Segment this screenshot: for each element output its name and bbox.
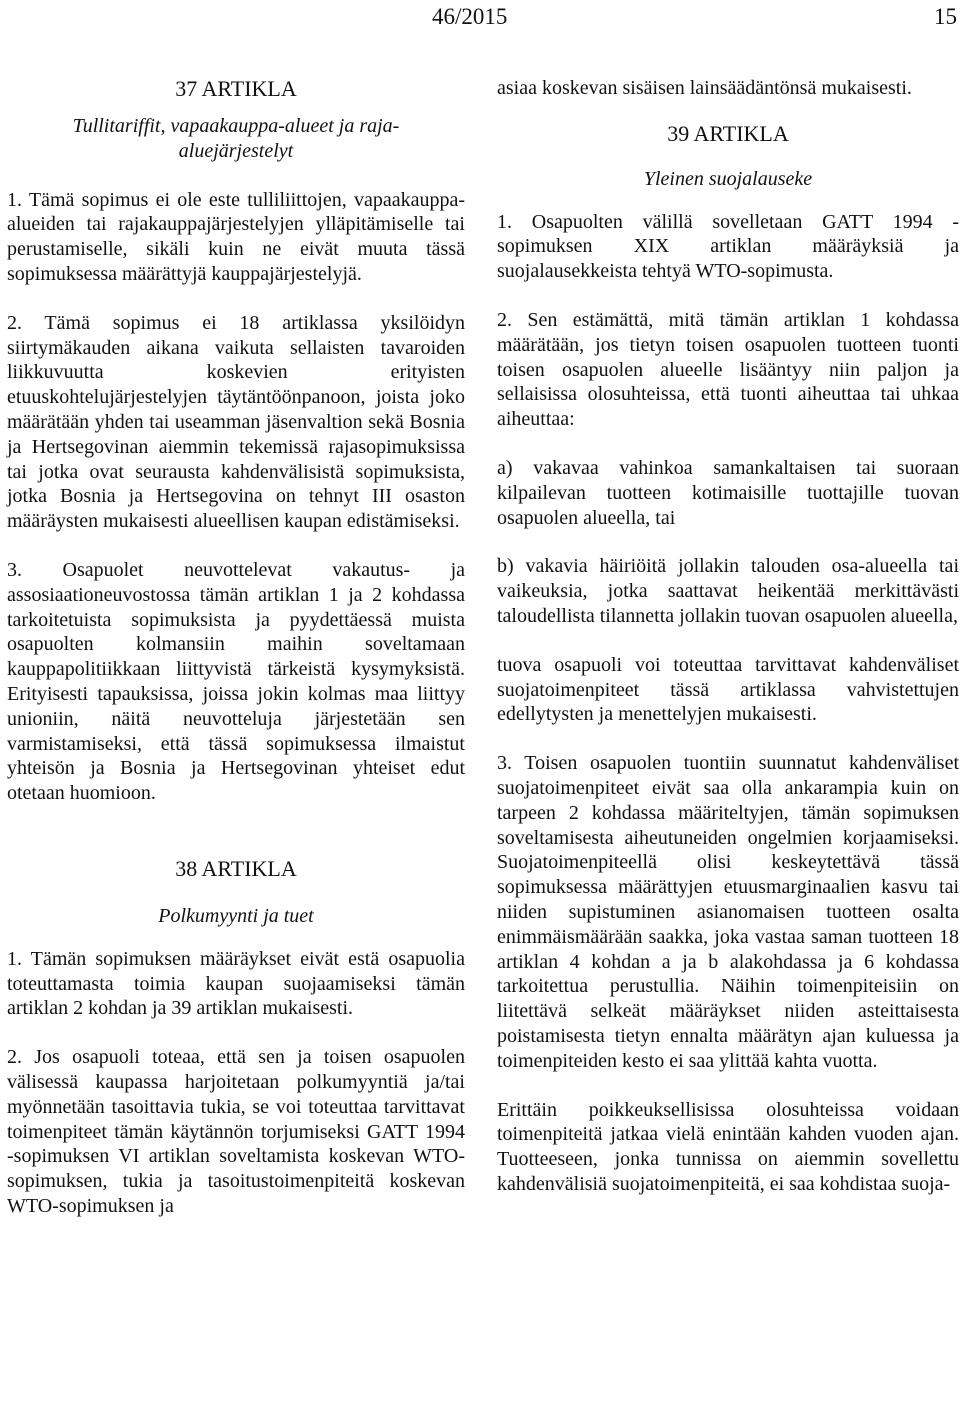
left-column: [7, 76, 465, 1219]
article-38-heading: 38 ARTIKLA: [175, 855, 297, 881]
article-39-point-b: b) vakavia häiriöitä jollakin talouden osa-alueella tai vaikeuksia, jotka saattavat heikentää merkittävästi taloudellista tilannetta jollakin tuovan osapuolen alueella,: [497, 555, 959, 627]
article-37-heading: 37 ARTIKLA: [175, 76, 297, 101]
article-38-paragraph-2: 2. Jos osapuoli toteaa, että sen ja toisen osapuolen välisessä kaupassa harjoitetaan polkumyyntiä ja/tai myönnetään tasoittavia tukia, se voi toteuttaa tarvittavat toimenpiteet tämän käytännön torjumiseksi GATT 1994 -sopimuksen VI artiklan soveltamista koskevan WTO-sopimuksen, tukia ja tasoitustoimenpiteitä koskevan WTO-sopimuksen ja: [7, 1046, 465, 1217]
page-header: [0, 4, 960, 34]
article-38-paragraph-1: 1. Tämän sopimuksen määräykset eivät estä osapuolia toteuttamasta toimia kaupan suojaamiseksi tämän artiklan 2 kohdan ja 39 artiklan mukaisesti.: [7, 947, 465, 1020]
article-39-paragraph-2: 2. Sen estämättä, mitä tämän artiklan 1 kohdassa määrätään, jos tietyn toisen osapuolen tuotteen tuonti toisen osapuolen alueelle lisääntyy niin paljon ja sellaisissa olosuhteissa, että tuonti aiheuttaa tai uhkaa aiheuttaa:: [497, 308, 959, 431]
article-39-heading: 39 ARTIKLA: [667, 120, 789, 146]
article-37-paragraph-2: 2. Tämä sopimus ei 18 artiklassa yksilöidyn siirtymäkauden aikana vaikuta sellaisten tavaroiden liikkuvuutta koskevien erityisten etuuskohtelujärjestelyjen täytäntöönpanoon, joista joko määrätään yhden tai useamman jäsenvaltion sekä Bosnia ja Hertsegovinan aiemmin tekemissä rajasopimuksissa tai jotka ovat seurausta kahdenvälisistä sopimuksista, jotka Bosnia ja Hertsegovina on tehnyt III osaston määräysten mukaisesti alueellisen kaupan edistämiseksi.: [7, 311, 465, 533]
article-39-point-a: a) vakavaa vahinkoa samankaltaisen tai suoraan kilpailevan tuotteen kotimaisille tuottajille tuovan osapuolen alueella, tai: [497, 456, 959, 529]
article-39-paragraph-3: 3. Toisen osapuolen tuontiin suunnatut kahdenväliset suojatoimenpiteet eivät saa olla ankarampia kuin on tarpeen 2 kohdassa määriteltyjen, tämän sopimuksen soveltamisesta aiheutuneiden ongelmien korjaamiseksi. Suojatoimenpiteellä olisi keskeytettävä tässä sopimuksessa määrättyjen etuusmarginaalien kasvu tai niiden supistuminen asianomaisen tuotteen osalta enimmäismäärään saakka, joka vastaa saman tuotteen 18 artiklan 4 kohdan a ja b alakohdassa ja 6 kohdassa tarkoitettua perustullia. Näihin toimenpiteisiin on liitettävä selkeät määräykset niiden asteittaisesta poistamisesta tietyn ennalta määrätyn ajan kuluessa ja toimenpiteiden kesto ei saa ylittää kahta vuotta.: [497, 752, 959, 1072]
article-39-paragraph-1: 1. Osapuolten välillä sovelletaan GATT 1994 -sopimuksen XIX artiklan määräyksiä ja suojalausekkeista tehtyä WTO-sopimusta.: [497, 210, 959, 283]
article-39-paragraph-4: Erittäin poikkeuksellisissa olosuhteissa voidaan toimenpiteitä jatkaa vielä enintään kahden vuoden ajan. Tuotteeseen, jonka tunnissa on aiemmin sovellettu kahdenvälisiä suojatoimenpiteitä, ei saa kohdistaa suoja-: [497, 1098, 959, 1195]
article-37-title-line-2: aluejärjestelyt: [178, 139, 294, 162]
article-37-title-line-1: Tullitariffit, vapaakauppa-alueet ja raja-: [72, 115, 400, 137]
article-38-title: Polkumyynti ja tuet: [158, 904, 314, 927]
article-39-closing-clause: tuova osapuoli voi toteuttaa tarvittavat kahdenväliset suojatoimenpiteet tässä artiklassa vahvistettujen edellytysten ja menettelyjen mukaisesti.: [497, 653, 959, 726]
article-39-title: Yleinen suojalauseke: [643, 167, 813, 190]
issue-number: 46/2015: [432, 4, 508, 29]
right-column: [497, 76, 959, 1197]
article-37-paragraph-3: 3. Osapuolet neuvottelevat vakautus- ja assosiaationeuvostossa tämän artiklan 1 ja 2 kohdassa tarkoitetuista sopimuksista ja pyydettäessä muista osapuolten kolmansiin maihin soveltamaan kauppapolitiikkaan liittyvistä tärkeistä kysymyksistä. Erityisesti tapauksissa, joissa jokin kolmas maa liittyy unioniin, näitä neuvotteluja järjestetään sen varmistamiseksi, että tässä sopimuksessa ilmaistut yhteisön ja Bosnia ja Hertsegovinan yhteiset edut otetaan huomioon.: [7, 558, 465, 805]
article-37-paragraph-1: 1. Tämä sopimus ei ole este tulliliittojen, vapaakauppa-alueiden tai rajakauppajärjestelyjen ylläpitämiselle tai perustamiselle, sikäli kuin ne eivät muuta tässä sopimuksessa määrättyjä kauppajärjestelyjä.: [7, 188, 465, 285]
article-38-continuation: asiaa koskevan sisäisen lainsäädäntönsä mukaisesti.: [497, 77, 912, 99]
page-number: 15: [934, 4, 957, 29]
